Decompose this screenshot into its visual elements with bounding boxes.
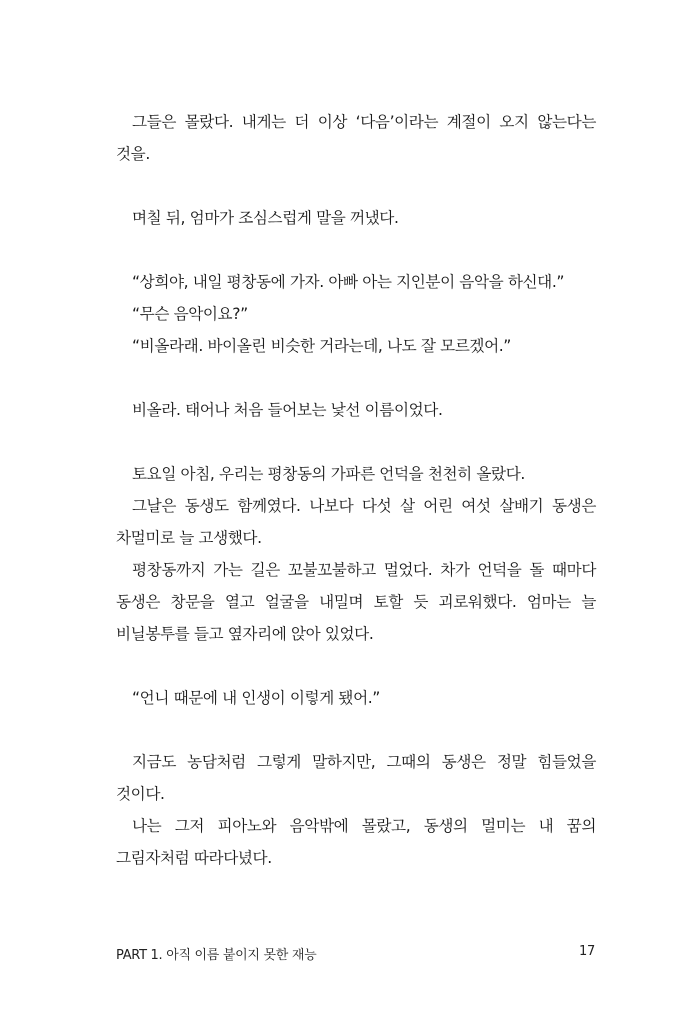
paragraph: 평창동까지 가는 길은 꼬불꼬불하고 멀었다. 차가 언덕을 돌 때마다 동생은 창문을 열고 얼굴을 내밀며 토할 듯 괴로워했다. 엄마는 늘 비닐봉투를 들고 옆자리에 앉아 있었다. <box>116 561 596 643</box>
paragraph: 비올라. 태어나 처음 들어보는 낯선 이름이었다. <box>132 401 443 419</box>
paragraph-gap <box>116 362 596 394</box>
paragraph: 그들은 몰랐다. 내게는 더 이상 ‘다음’이라는 계절이 오지 않는다는 것을. <box>116 113 596 163</box>
paragraph-gap <box>116 650 596 682</box>
paragraph-gap <box>116 234 596 266</box>
paragraph: 그날은 동생도 함께였다. 나보다 다섯 살 어린 여섯 살배기 동생은 차멀미로 늘 고생했다. <box>116 497 596 547</box>
page-number: 17 <box>579 944 595 959</box>
paragraph: 며칠 뒤, 엄마가 조심스럽게 말을 꺼냈다. <box>132 209 399 227</box>
dialogue-line: “비올라래. 바이올린 비슷한 거라는데, 나도 잘 모르겠어.” <box>132 337 511 355</box>
paragraph-gap <box>116 426 596 458</box>
running-title: PART 1. 아직 이름 붙이지 못한 재능 <box>116 948 317 963</box>
dialogue-line: “무슨 음악이요?” <box>132 305 248 323</box>
paragraph-gap <box>116 170 596 202</box>
dialogue-line: “언니 때문에 내 인생이 이렇게 됐어.” <box>132 689 380 707</box>
paragraph-gap <box>116 714 596 746</box>
body-text <box>116 106 596 874</box>
paragraph: 지금도 농담처럼 그렇게 말하지만, 그때의 동생은 정말 힘들었을 것이다. <box>116 753 596 803</box>
dialogue-line: “상희야, 내일 평창동에 가자. 아빠 아는 지인분이 음악을 하신대.” <box>132 273 565 291</box>
paragraph: 나는 그저 피아노와 음악밖에 몰랐고, 동생의 멀미는 내 꿈의 그림자처럼 따라다녔다. <box>116 817 596 867</box>
page-footer <box>116 944 595 966</box>
paragraph: 토요일 아침, 우리는 평창동의 가파른 언덕을 천천히 올랐다. <box>132 465 525 483</box>
